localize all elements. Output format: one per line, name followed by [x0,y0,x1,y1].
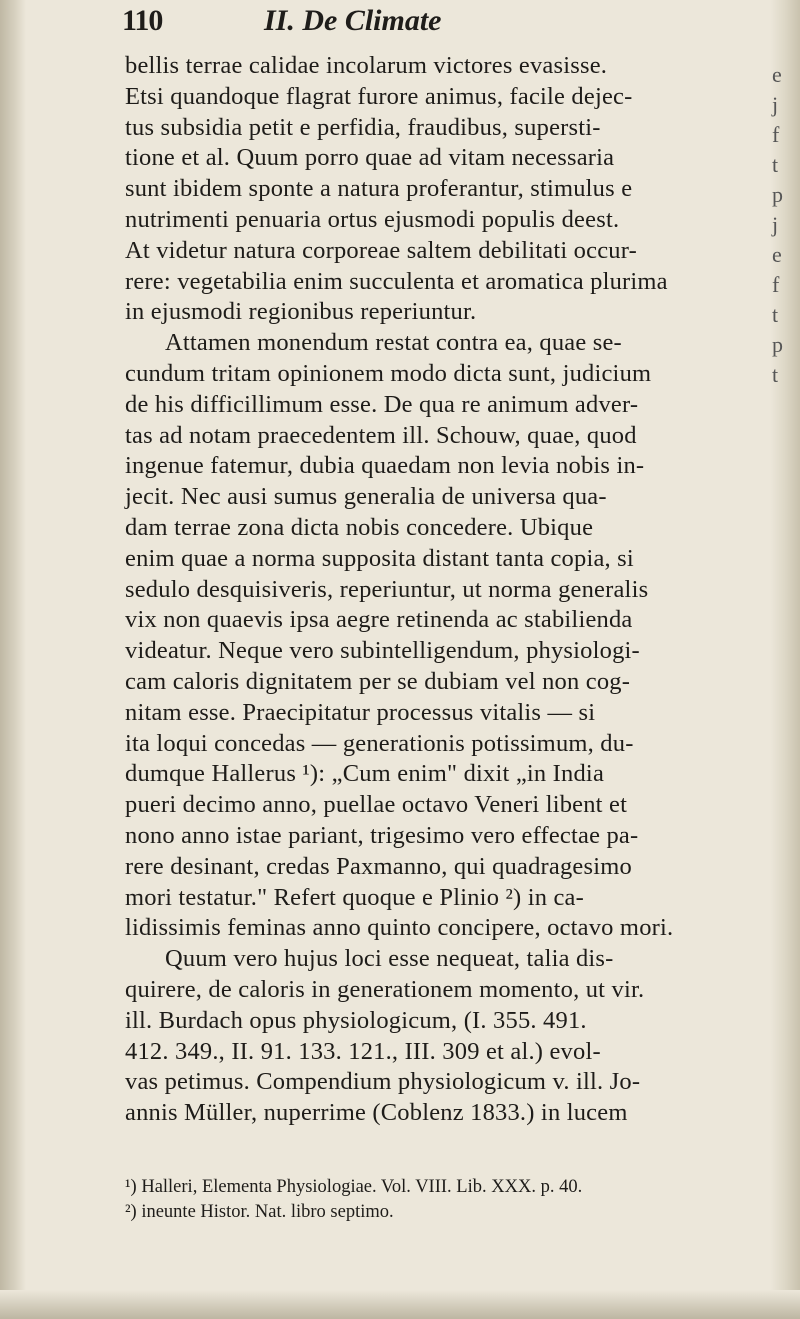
main-text-block [125,51,765,1129]
text-line: sedulo desquisiveris, reperiuntur, ut norma generalis [125,575,649,603]
running-header [122,4,722,42]
text-line: mori testatur." Refert quoque e Plinio ²) in ca- [125,883,584,911]
text-line: rere: vegetabilia enim succulenta et aromatica plurima [125,267,668,295]
text-line: tione et al. Quum porro quae ad vitam necessaria [125,144,615,172]
text-line: ingenue fatemur, dubia quaedam non levia nobis in- [125,452,645,480]
page-binding-shadow [0,0,26,1319]
text-line: bellis terrae calidae incolarum victores evasisse. [125,52,608,79]
text-line: sunt ibidem sponte a natura proferantur, stimulus e [125,175,633,203]
adjacent-page-edge [770,0,800,1319]
text-line: in ejusmodi regionibus reperiuntur. [125,298,477,326]
text-line: Attamen monendum restat contra ea, quae se- [165,329,622,357]
text-line: nutrimenti penuaria ortus ejusmodi populis deest. [125,205,620,233]
footnote-line: ²) ineunte Histor. Nat. libro septimo. [125,1202,394,1222]
text-line: dumque Hallerus ¹): „Cum enim" dixit „in India [125,760,605,788]
running-title: II. De Climate [264,4,442,37]
text-line: 412. 349., II. 91. 133. 121., III. 309 et al.) evol- [125,1037,601,1065]
text-line: vix non quaevis ipsa aegre retinenda ac stabilienda [125,606,633,634]
page-bottom-shadow [0,1290,800,1319]
page-number: 110 [122,4,163,37]
text-line: vas petimus. Compendium physiologicum v. ill. Jo- [125,1068,641,1096]
text-line: tus subsidia petit e perfidia, fraudibus, supersti- [125,113,601,141]
text-line: ill. Burdach opus physiologicum, (I. 355. 491. [125,1006,587,1034]
text-line: cam caloris dignitatem per se dubiam vel non cog- [125,667,631,695]
text-line: nitam esse. Praecipitatur processus vitalis — si [125,698,596,726]
text-line: annis Müller, nuperrime (Coblenz 1833.) in lucem [125,1099,628,1127]
text-line: de his difficillimum esse. De qua re animum adver- [125,390,639,418]
text-line: cundum tritam opinionem modo dicta sunt, judicium [125,359,652,387]
text-line: tas ad notam praecedentem ill. Schouw, quae, quod [125,421,637,449]
text-line: enim quae a norma supposita distant tanta copia, si [125,544,634,572]
text-line: ita loqui concedas — generationis potissimum, du- [125,729,634,757]
text-line: rere desinant, credas Paxmanno, qui quadragesimo [125,852,632,880]
text-line: lidissimis feminas anno quinto concipere, octavo mori. [125,914,674,942]
text-line: Etsi quandoque flagrat furore animus, facile dejec- [125,82,633,110]
text-line: pueri decimo anno, puellae octavo Veneri libent et [125,791,628,819]
text-line: jecit. Nec ausi sumus generalia de universa qua- [125,483,607,511]
footnote-line: ¹) Halleri, Elementa Physiologiae. Vol. VIII. Lib. XXX. p. 40. [125,1177,583,1197]
footnotes [125,1175,765,1225]
text-line: quirere, de caloris in generationem momento, ut vir. [125,975,645,1003]
text-line: dam terrae zona dicta nobis concedere. Ubique [125,513,594,541]
text-line: videatur. Neque vero subintelligendum, physiologi- [125,637,640,665]
text-line: Quum vero hujus loci esse nequeat, talia dis- [165,945,614,973]
text-line: nono anno istae pariant, trigesimo vero effectae pa- [125,821,639,849]
text-line: At videtur natura corporeae saltem debilitati occur- [125,236,637,264]
adjacent-page-letters: e j f t p j e f t p t [772,62,783,387]
